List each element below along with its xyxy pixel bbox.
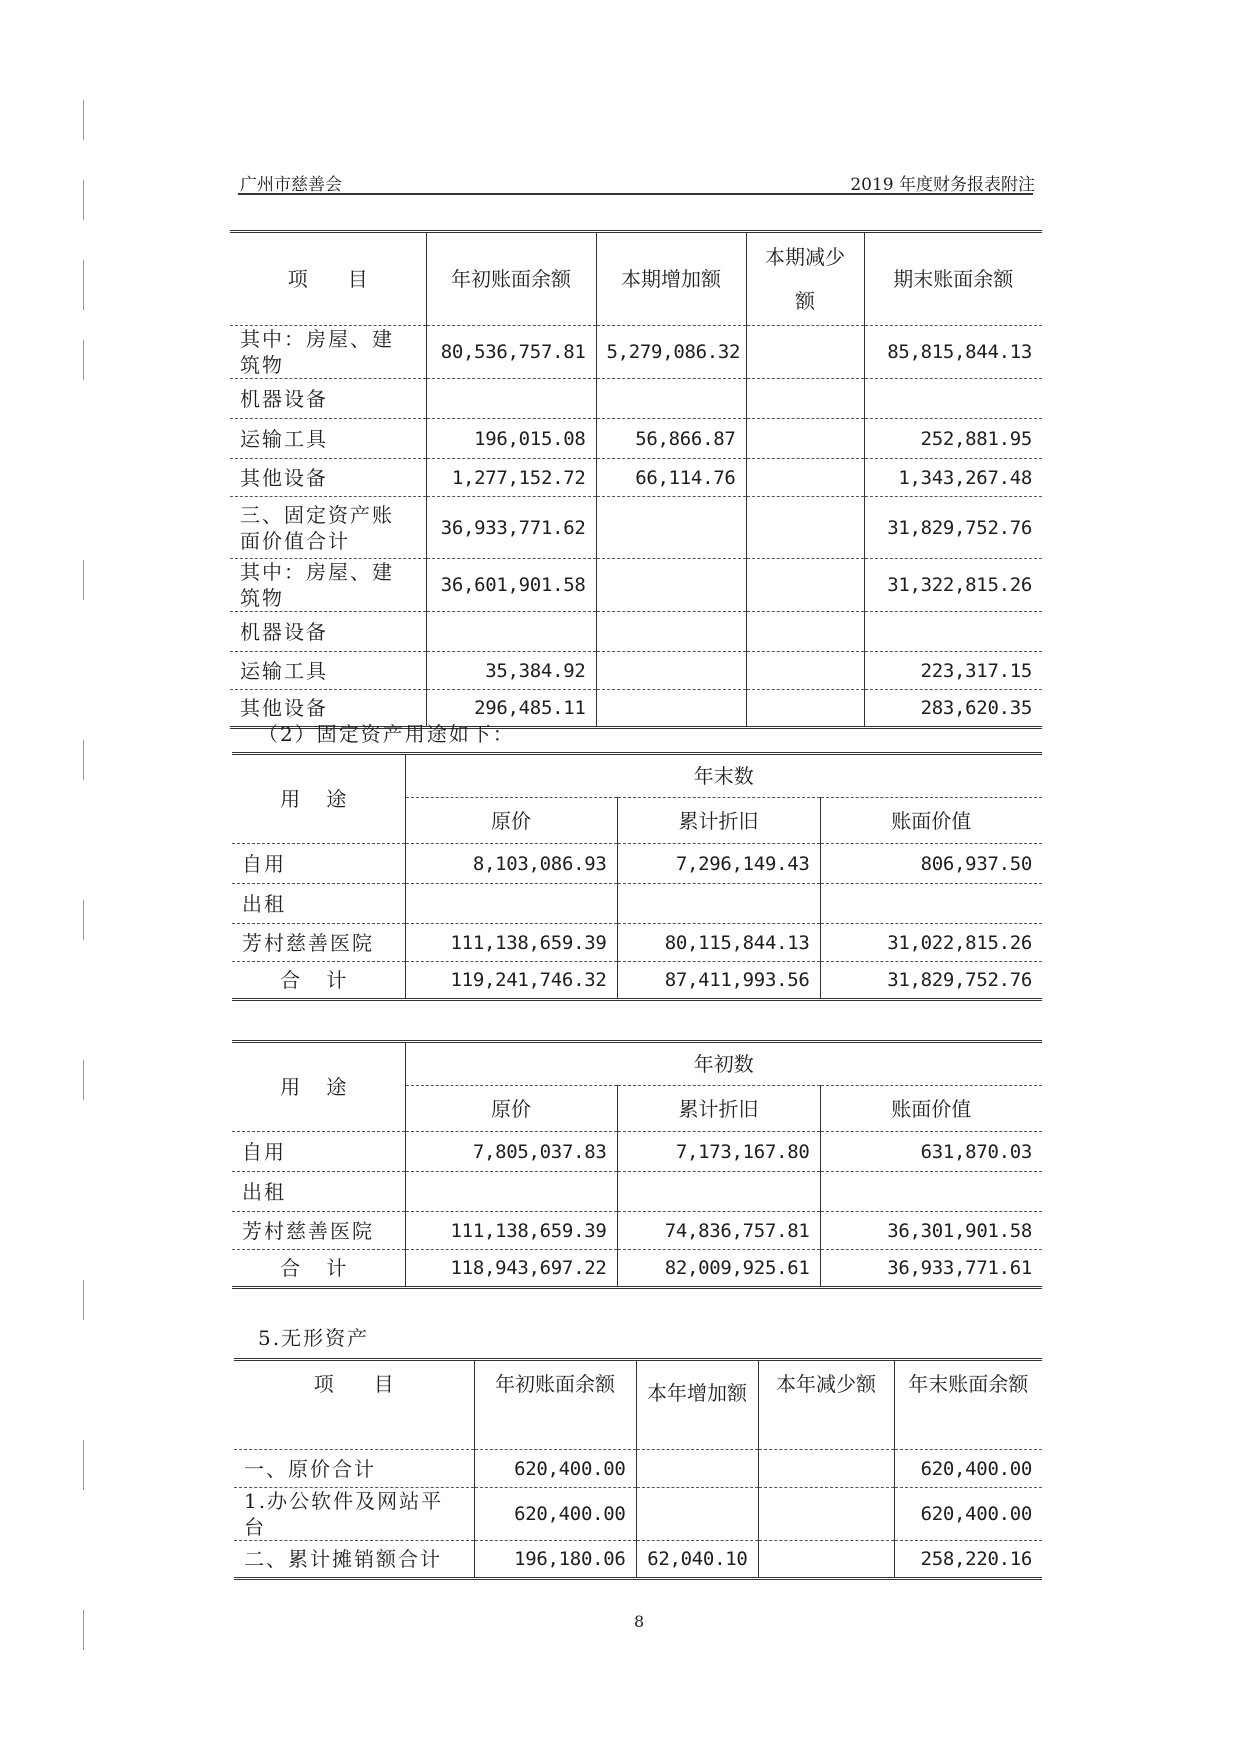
table-row [230,559,1042,612]
accumulated-depreciation: 87,411,993.56 [617,962,820,1000]
column-header: 本期减少额 [746,232,864,326]
column-header: 本期增加额 [596,232,746,326]
increase [596,559,746,612]
book-value: 36,933,771.61 [820,1250,1042,1288]
closing-balance: 31,322,815.26 [864,559,1042,612]
table-header-row [232,1042,1042,1086]
original-cost: 119,241,746.32 [405,962,617,1000]
opening-balance: 80,536,757.81 [426,326,596,379]
scan-margin-mark [83,1440,84,1490]
scan-margin-mark [83,100,84,140]
decrease [746,559,864,612]
page-number: 8 [634,1612,645,1631]
table-header-row [230,232,1042,326]
increase: 62,040.10 [636,1541,758,1579]
usage-header: 用 途 [232,754,405,844]
row-label: 运输工具 [230,652,426,690]
table-row [232,844,1042,884]
decrease [758,1450,894,1488]
decrease [746,459,864,497]
column-header: 期末账面余额 [864,232,1042,326]
table-row [230,326,1042,379]
increase [596,612,746,652]
header-rule [238,193,1033,195]
row-label: 其他设备 [230,459,426,497]
increase [596,652,746,690]
scan-margin-mark [83,900,84,940]
accumulated-depreciation: 7,173,167.80 [617,1132,820,1172]
book-value: 31,829,752.76 [820,962,1042,1000]
table-header-row [232,754,1042,798]
accumulated-depreciation: 80,115,844.13 [617,924,820,962]
closing-balance [864,379,1042,419]
row-label: 三、固定资产账面价值合计 [230,497,426,559]
increase: 5,279,086.32 [596,326,746,379]
scan-margin-mark [83,740,84,780]
closing-balance: 223,317.15 [864,652,1042,690]
opening-balance: 1,277,152.72 [426,459,596,497]
opening-balance: 36,601,901.58 [426,559,596,612]
column-header: 项 目 [230,232,426,326]
decrease [758,1541,894,1579]
column-header: 原价 [405,798,617,844]
column-header: 年初账面余额 [474,1360,636,1450]
row-label: 其中：房屋、建筑物 [230,559,426,612]
opening-balance: 196,015.08 [426,419,596,459]
usage-header: 用 途 [232,1042,405,1132]
closing-balance: 258,220.16 [894,1541,1042,1579]
accumulated-depreciation: 74,836,757.81 [617,1212,820,1250]
usage-label: 芳村慈善医院 [232,1212,405,1250]
closing-balance: 85,815,844.13 [864,326,1042,379]
table-row [232,1132,1042,1172]
closing-balance: 31,829,752.76 [864,497,1042,559]
book-value: 806,937.50 [820,844,1042,884]
column-header: 账面价值 [820,1086,1042,1132]
usage-label: 出租 [232,1172,405,1212]
document-title: 2019 年度财务报表附注 [850,175,1035,195]
opening-balance: 296,485.11 [426,690,596,728]
usage-label: 合 计 [232,962,405,1000]
row-label: 二、累计摊销额合计 [234,1541,474,1579]
book-value: 36,301,901.58 [820,1212,1042,1250]
row-label: 其他设备 [230,690,426,728]
intangible-assets-table [234,1358,1042,1580]
book-value: 31,022,815.26 [820,924,1042,962]
original-cost [405,1172,617,1212]
closing-balance [864,612,1042,652]
decrease [746,497,864,559]
row-label: 一、原价合计 [234,1450,474,1488]
fixed-assets-change-table [230,230,1042,729]
scan-margin-mark [83,260,84,310]
decrease [746,326,864,379]
scan-margin-mark [83,340,84,380]
fixed-assets-usage-year-begin-table [232,1040,1042,1289]
opening-balance: 36,933,771.62 [426,497,596,559]
column-header: 年初账面余额 [426,232,596,326]
increase [636,1450,758,1488]
accumulated-depreciation: 82,009,925.61 [617,1250,820,1288]
opening-balance [426,612,596,652]
scan-margin-mark [83,1280,84,1320]
group-header: 年末数 [405,754,1042,798]
original-cost: 8,103,086.93 [405,844,617,884]
section-title-intangible: 5.无形资产 [258,1326,370,1350]
organization-name: 广州市慈善会 [240,175,342,195]
table-row [232,1212,1042,1250]
scan-margin-mark [83,180,84,220]
row-label: 运输工具 [230,419,426,459]
closing-balance: 252,881.95 [864,419,1042,459]
column-header: 年末账面余额 [894,1360,1042,1450]
column-header: 项 目 [234,1360,474,1450]
opening-balance [426,379,596,419]
column-header: 本年减少额 [758,1360,894,1450]
column-header: 账面价值 [820,798,1042,844]
opening-balance: 620,400.00 [474,1450,636,1488]
table-row [230,459,1042,497]
original-cost: 118,943,697.22 [405,1250,617,1288]
decrease [746,379,864,419]
decrease [758,1488,894,1541]
table-row [230,419,1042,459]
table-total-row [232,1250,1042,1288]
column-header: 本年增加额 [636,1360,758,1450]
book-value [820,884,1042,924]
original-cost: 7,805,037.83 [405,1132,617,1172]
original-cost: 111,138,659.39 [405,924,617,962]
increase: 66,114.76 [596,459,746,497]
scan-margin-mark [83,1060,84,1100]
accumulated-depreciation [617,884,820,924]
opening-balance: 620,400.00 [474,1488,636,1541]
table-row [234,1450,1042,1488]
increase [636,1488,758,1541]
decrease [746,690,864,728]
usage-label: 芳村慈善医院 [232,924,405,962]
section-title-usage: （2）固定资产用途如下： [258,722,515,746]
table-row [230,612,1042,652]
table-row [234,1541,1042,1579]
table-row [234,1488,1042,1541]
scan-margin-mark [83,560,84,600]
increase [596,379,746,419]
increase [596,690,746,728]
table-header-row [234,1360,1042,1450]
column-header: 累计折旧 [617,1086,820,1132]
book-value [820,1172,1042,1212]
table-row [232,1172,1042,1212]
row-label: 1.办公软件及网站平台 [234,1488,474,1541]
decrease [746,612,864,652]
original-cost [405,884,617,924]
column-header: 原价 [405,1086,617,1132]
closing-balance: 620,400.00 [894,1450,1042,1488]
opening-balance: 196,180.06 [474,1541,636,1579]
table-row [232,884,1042,924]
usage-label: 合 计 [232,1250,405,1288]
original-cost: 111,138,659.39 [405,1212,617,1250]
increase: 56,866.87 [596,419,746,459]
book-value: 631,870.03 [820,1132,1042,1172]
column-header: 累计折旧 [617,798,820,844]
row-label: 其中：房屋、建筑物 [230,326,426,379]
group-header: 年初数 [405,1042,1042,1086]
closing-balance: 1,343,267.48 [864,459,1042,497]
decrease [746,652,864,690]
scan-margin-mark [83,1610,84,1650]
usage-label: 自用 [232,844,405,884]
closing-balance: 620,400.00 [894,1488,1042,1541]
decrease [746,419,864,459]
opening-balance: 35,384.92 [426,652,596,690]
usage-label: 自用 [232,1132,405,1172]
closing-balance: 283,620.35 [864,690,1042,728]
fixed-assets-usage-year-end-table [232,752,1042,1001]
table-row [230,652,1042,690]
accumulated-depreciation: 7,296,149.43 [617,844,820,884]
table-row [232,924,1042,962]
accumulated-depreciation [617,1172,820,1212]
row-label: 机器设备 [230,379,426,419]
increase [596,497,746,559]
usage-label: 出租 [232,884,405,924]
table-total-row [232,962,1042,1000]
table-row [230,379,1042,419]
row-label: 机器设备 [230,612,426,652]
table-row [230,497,1042,559]
